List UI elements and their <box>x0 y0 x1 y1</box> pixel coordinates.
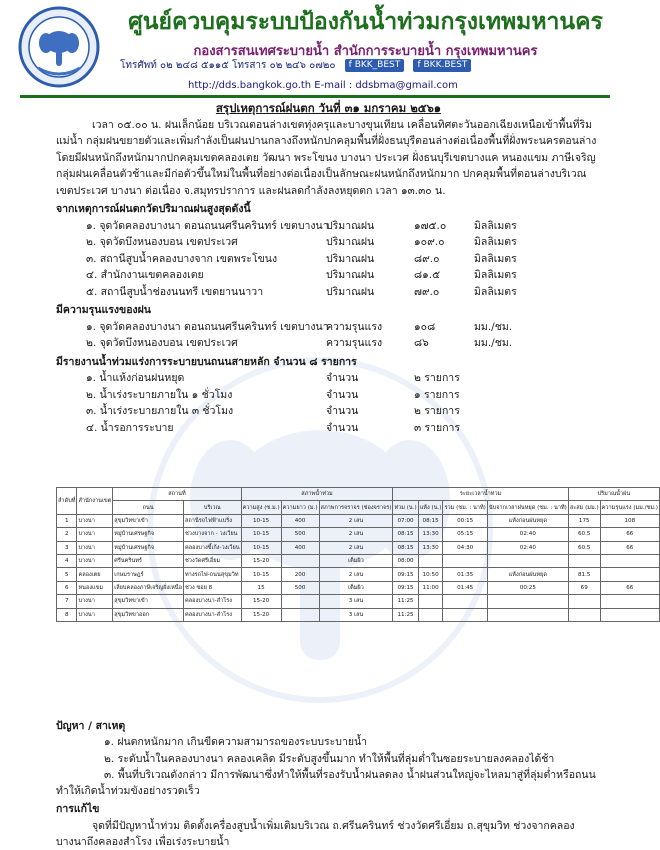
cell-end: 08:15 <box>418 514 443 527</box>
rain-value: ๗๙.๐ <box>414 285 440 298</box>
cell-max <box>600 554 659 567</box>
rain-unit: มิลลิเมตร <box>474 269 517 281</box>
rain-unit: มิลลิเมตร <box>474 285 517 298</box>
header-depth: ความสูง (ซ.ม.) <box>241 501 281 514</box>
intensity-row <box>56 335 601 352</box>
cell-area: คลองบางขี้เก้ง-วงเวียน <box>184 541 242 554</box>
cell-total: 04:30 <box>443 541 487 554</box>
cell-end <box>418 595 443 608</box>
cell-after <box>487 595 568 608</box>
intro-paragraph: เวลา ๐๕.๐๐ น. ฝนเล็กน้อย บริเวณตอนล่างเขตทุ่งครุและบางขุนเทียน เคลื่อนทิศตะวันออกเฉียงเหนือเข้าพื้นที่ริมแม่น้ำ กลุ่มฝนขยายตัวและเพิ่มกำลังเป็นฝนปานกลางถึงหนักปกคลุมพื้นที่ฝั่งธนบุรีตอนล่างต่อเนื่องพื้นที่ฝั่งพระนครตอนล่าง โดยมีฝนหนักถึงหนักมากปกคลุมเขตคลองเตย วัฒนา พระโขนง บางนา ประเวศ ฝั่งธนบุรีเขตบางแค หนองแขม ภาษีเจริญ กลุ่มฝนเคลื่อนตัวช้าและมีก่อตัวขึ้นใหม่ในพื้นที่อย่างต่อเนื่องเป็นลักษณะฝนหนักถึงหนักมาก ปกคลุมพื้นที่ตอนล่างบริเวณเขตประเวศ บางนา ต่อเนื่อง จ.สมุทรปราการ และฝนลดกำลังลงหยุดตก เวลา ๑๓.๓๐ น. <box>56 118 597 197</box>
cell-area: ทางรถไฟ-ถนนสุขุมวิท <box>184 568 242 581</box>
document-body <box>56 100 601 436</box>
cell-road: สุขุมวิทขาเข้า <box>113 514 184 527</box>
report-name: ๓. น้ำเร่งระบายภายใน ๓ ชั่วโมง <box>86 405 234 417</box>
report-name: ๑. น้ำแห้งก่อนฝนหยุด <box>86 372 185 384</box>
cell-area: สถานีรถไฟฟ้าแบริ่ง <box>184 514 242 527</box>
rain-value: ๘๙.๐ <box>414 252 440 265</box>
rain-name: ๕. สถานีสูบน้ำช่องนนทรี เขตยานนาวา <box>86 285 264 298</box>
header-divider <box>20 95 610 98</box>
cell-office: คลองเตย <box>77 568 113 581</box>
header-rain-max: ความรุนแรง (มม./ชม.) <box>600 501 659 514</box>
cell-total: 01:35 <box>443 568 487 581</box>
header-location: สถานที่ <box>113 488 241 501</box>
problem-1: ๑. ฝนตกหนักมาก เกินขีดความสามารถของระบบระบายน้ำ <box>104 736 368 749</box>
intensity-name: ๒. จุดวัดบึงหนองบอน เขตประเวศ <box>86 337 238 349</box>
cell-after: แห้งก่อนฝนหยุด <box>487 514 568 527</box>
cell-depth: 15-20 <box>241 554 281 567</box>
cell-after <box>487 608 568 621</box>
cell-road: ศรีนครินทร์ <box>113 554 184 567</box>
report-label: จำนวน <box>326 421 359 434</box>
cell-office: บางนา <box>77 541 113 554</box>
rain-label: ปริมาณฝน <box>326 236 375 248</box>
report-row <box>56 370 601 387</box>
cell-after: แห้งก่อนฝนหยุด <box>487 568 568 581</box>
cell-total: 01:45 <box>443 581 487 594</box>
rain-name: ๓. สถานีสูบน้ำคลองบางจาก เขตพระโขนง <box>86 252 278 265</box>
rain-name: ๒. จุดวัดบึงหนองบอน เขตประเวศ <box>86 236 238 248</box>
rain-row <box>56 267 601 284</box>
cell-start: 11:25 <box>393 608 418 621</box>
cell-end: 11:00 <box>418 581 443 594</box>
intensity-name: ๑. จุดวัดคลองบางนา ตอนถนนศรีนครินทร์ เขตบางนา <box>86 320 329 333</box>
cell-end: 13:30 <box>418 541 443 554</box>
header-lanes: สภาพการจราจร (ช่องจราจร) <box>319 501 393 514</box>
cell-seq: 6 <box>57 581 77 594</box>
cell-total <box>443 554 487 567</box>
cell-rain <box>568 554 600 567</box>
header-road: ถนน <box>113 501 184 514</box>
cell-rain <box>568 608 600 621</box>
cell-road: หมู่บ้านเศรษฐกิจ <box>113 528 184 541</box>
cell-area: ช่วงวัดศรีเอี่ยม <box>184 554 242 567</box>
cell-max: 66 <box>600 581 659 594</box>
rain-row <box>56 284 601 301</box>
problem-2: ๒. ระดับน้ำในคลองบางนา คลองเคลิด มีระดับสูงขึ้นมาก ทำให้พื้นที่ลุ่มต่ำในซอยระบายลงคลองได้ช้า <box>104 752 555 765</box>
table-row <box>57 528 660 541</box>
cell-max: 108 <box>600 514 659 527</box>
rain-heading: จากเหตุการณ์ฝนตกวัดปริมาณฝนสูงสุดดังนี้ <box>56 203 251 215</box>
cell-total <box>443 595 487 608</box>
cell-start: 08:00 <box>393 554 418 567</box>
cell-office: บางนา <box>77 608 113 621</box>
report-label: จำนวน <box>326 372 359 384</box>
table-row <box>57 554 660 567</box>
analysis-section <box>56 716 601 850</box>
rain-value: ๑๐๙.๐ <box>414 236 445 248</box>
cell-depth: 10-15 <box>241 568 281 581</box>
table-row <box>57 581 660 594</box>
header-flood-time: ท่วม (น.) <box>393 501 418 514</box>
cell-end <box>418 554 443 567</box>
cell-length <box>281 595 319 608</box>
cell-max <box>600 595 659 608</box>
problem-heading: ปัญหา / สาเหตุ <box>56 720 126 732</box>
rain-label: ปริมาณฝน <box>326 252 375 265</box>
cell-office: บางนา <box>77 595 113 608</box>
rain-label: ปริมาณฝน <box>326 285 375 298</box>
cell-road: สุขุมวิทขาออก <box>113 608 184 621</box>
table-row <box>57 568 660 581</box>
page-header <box>0 0 628 105</box>
cell-lanes: 3 เลน <box>319 608 393 621</box>
cell-road: เลียบคลองภาษีเจริญฝั่งเหนือ <box>113 581 184 594</box>
facebook-icon: f <box>417 60 421 71</box>
cell-length: 400 <box>281 514 319 527</box>
cell-area: ช่วงบางจาก - วงเวียน <box>184 528 242 541</box>
header-flood: สภาพน้ำท่วม <box>241 488 393 501</box>
cell-seq: 4 <box>57 554 77 567</box>
cell-length <box>281 554 319 567</box>
cell-depth: 15 <box>241 581 281 594</box>
report-row <box>56 403 601 420</box>
report-label: จำนวน <box>326 388 359 401</box>
cell-lanes: 2 เลน <box>319 568 393 581</box>
cell-rain: 81.5 <box>568 568 600 581</box>
rain-list <box>56 218 601 301</box>
contact-row <box>120 58 471 72</box>
report-title: สรุปเหตุการณ์ฝนตก วันที่ ๓๑ มกราคม ๒๕๖๑ <box>215 101 442 115</box>
intensity-row <box>56 319 601 336</box>
header-total: รวม (ชม. : นาที) <box>443 501 487 514</box>
cell-after: 02:40 <box>487 528 568 541</box>
website-text[interactable]: http://dds.bangkok.go.th E-mail : ddsbma@gmail.com <box>188 80 458 91</box>
cell-depth: 10-15 <box>241 541 281 554</box>
cell-office: บางนา <box>77 514 113 527</box>
header-area: บริเวณ <box>184 501 242 514</box>
cell-after <box>487 554 568 567</box>
report-label: จำนวน <box>326 405 359 417</box>
cell-max: 66 <box>600 541 659 554</box>
cell-lanes: 2 เลน <box>319 528 393 541</box>
cell-area: คลองบางนา-สำโรง <box>184 595 242 608</box>
cell-max <box>600 608 659 621</box>
cell-seq: 1 <box>57 514 77 527</box>
cell-lanes: 2 เลน <box>319 514 393 527</box>
cell-end: 13:30 <box>418 528 443 541</box>
cell-seq: 2 <box>57 528 77 541</box>
cell-total <box>443 608 487 621</box>
cell-end: 10:50 <box>418 568 443 581</box>
report-row <box>56 387 601 404</box>
cell-start: 07:00 <box>393 514 418 527</box>
cell-seq: 8 <box>57 608 77 621</box>
flood-table <box>56 487 660 622</box>
header-office: สำนักงานเขต <box>77 488 113 515</box>
phone-text: โทรศัพท์ ๐๒ ๒๔๘ ๕๑๑๕ โทรสาร ๐๒ ๒๔๖ ๐๗๒๐ <box>120 60 336 71</box>
report-list <box>56 370 601 436</box>
cell-seq: 5 <box>57 568 77 581</box>
cell-length: 500 <box>281 581 319 594</box>
facebook-icon: f <box>348 60 352 71</box>
cell-office: หนองแขม <box>77 581 113 594</box>
cell-after: 00:25 <box>487 581 568 594</box>
rain-unit: มิลลิเมตร <box>474 252 517 265</box>
agency-logo-icon <box>18 6 100 88</box>
cell-office: บางนา <box>77 554 113 567</box>
report-value: ๒ รายการ <box>414 372 460 384</box>
cell-total: 05:15 <box>443 528 487 541</box>
cell-lanes: 2 เลน <box>319 541 393 554</box>
header-period: ระยะเวลาน้ำท่วม <box>393 488 568 501</box>
cell-length: 500 <box>281 528 319 541</box>
cell-end <box>418 608 443 621</box>
cell-lanes: 3 เลน <box>319 595 393 608</box>
cell-start: 09:15 <box>393 581 418 594</box>
cell-rain: 69 <box>568 581 600 594</box>
intensity-label: ความรุนแรง <box>326 320 383 333</box>
cell-max <box>600 568 659 581</box>
cell-area: คลองบางนา-สำโรง <box>184 608 242 621</box>
header-rain: ปริมาณน้ำฝน <box>568 488 659 501</box>
cell-start: 08:15 <box>393 528 418 541</box>
cell-seq: 7 <box>57 595 77 608</box>
page-title: ศูนย์ควบคุมระบบป้องกันน้ำท่วมกรุงเทพมหานคร <box>128 9 603 35</box>
facebook-link-2[interactable]: f BKK.BEST <box>413 59 471 72</box>
intensity-list <box>56 319 601 352</box>
header-after-rain: นับจากเวลาฝนหยุด (ชม. : นาที) <box>487 501 568 514</box>
cell-office: บางนา <box>77 528 113 541</box>
table-row <box>57 608 660 621</box>
cell-depth: 15-20 <box>241 595 281 608</box>
cell-start: 09:15 <box>393 568 418 581</box>
report-row <box>56 420 601 437</box>
intensity-value: ๑๐๘ <box>414 320 436 333</box>
cell-depth: 10-15 <box>241 514 281 527</box>
cell-start: 11:25 <box>393 595 418 608</box>
header-dry-time: แห้ง (น.) <box>418 501 443 514</box>
cell-total: 00:15 <box>443 514 487 527</box>
intensity-unit: มม./ชม. <box>474 320 513 333</box>
table-row <box>57 514 660 527</box>
cell-seq: 3 <box>57 541 77 554</box>
rain-row <box>56 251 601 268</box>
report-name: ๔. น้ำรอการระบาย <box>86 421 174 434</box>
report-value: ๑ รายการ <box>414 388 460 401</box>
facebook-link-1[interactable]: f BKK_BEST <box>345 59 405 72</box>
cell-length: 200 <box>281 568 319 581</box>
rain-name: ๔. สำนักงานเขตคลองเตย <box>86 269 204 281</box>
cell-rain: 60.5 <box>568 541 600 554</box>
report-heading: มีรายงานน้ำท่วมแร่งการระบายบนถนนสายหลัก จำนวน ๘ รายการ <box>56 355 357 368</box>
cell-road: สุขุมวิทขาเข้า <box>113 595 184 608</box>
report-value: ๒ รายการ <box>414 405 460 417</box>
rain-row <box>56 218 601 235</box>
fix-heading: การแก้ไข <box>56 803 100 816</box>
cell-depth: 15-20 <box>241 608 281 621</box>
report-name: ๒. น้ำเร่งระบายภายใน ๑ ชั่วโมง <box>86 388 233 401</box>
cell-lanes: เต็มผิว <box>319 554 393 567</box>
rain-name: ๑. จุดวัดคลองบางนา ตอนถนนศรีนครินทร์ เขตบางนา <box>86 219 329 232</box>
cell-area: ช่วง ซอย 8 <box>184 581 242 594</box>
cell-rain <box>568 595 600 608</box>
cell-road: หมู่บ้านเศรษฐกิจ <box>113 541 184 554</box>
rain-value: ๘๑.๕ <box>414 269 441 281</box>
rain-value: ๑๗๕.๐ <box>414 219 447 232</box>
cell-start: 08:15 <box>393 541 418 554</box>
cell-length: 400 <box>281 541 319 554</box>
rain-unit: มิลลิเมตร <box>474 219 517 232</box>
intensity-heading: มีความรุนแรงของฝน <box>56 304 151 316</box>
cell-max: 66 <box>600 528 659 541</box>
rain-label: ปริมาณฝน <box>326 269 375 281</box>
header-seq: ลำดับที่ <box>57 488 77 515</box>
header-rain-total: สะสม (มม.) <box>568 501 600 514</box>
intensity-value: ๘๖ <box>414 337 429 349</box>
header-length: ความยาว (ม.) <box>281 501 319 514</box>
cell-length <box>281 608 319 621</box>
cell-rain: 60.5 <box>568 528 600 541</box>
rain-unit: มิลลิเมตร <box>474 236 517 248</box>
problem-3: ๓. พื้นที่บริเวณดังกล่าว มีการพัฒนาซึ่งทำให้พื้นที่รองรับน้ำฝนลดลง น้ำฝนส่วนใหญ่จะไหลมาสู่ที่ลุ่มต่ำหรือถนนทำให้เกิดน้ำท่วมขังอย่างรวดเร็ว <box>56 768 596 798</box>
cell-after: 02:40 <box>487 541 568 554</box>
rain-row <box>56 234 601 251</box>
cell-depth: 10-15 <box>241 528 281 541</box>
fix-1: จุดที่มีปัญหาน้ำท่วม ติดตั้งเครื่องสูบน้ำเพิ่มเติมบริเวณ ถ.ศรีนครินทร์ ช่วงวัดศรีเอี่ยม ถ.สุขุมวิท ช่วงจากคลองบางนาถึงคลองสำโรง เพื่อเร่งระบายน้ำ <box>56 819 575 849</box>
cell-road: เกษมราษฎร์ <box>113 568 184 581</box>
table-row <box>57 541 660 554</box>
report-value: ๓ รายการ <box>414 421 461 434</box>
table-row <box>57 595 660 608</box>
intensity-unit: มม./ชม. <box>474 337 513 349</box>
intensity-label: ความรุนแรง <box>326 337 383 349</box>
cell-rain: 175 <box>568 514 600 527</box>
page-subtitle: กองสารสนเทศระบายน้ำ สำนักการระบายน้ำ กรุงเทพมหานคร <box>193 44 538 59</box>
rain-label: ปริมาณฝน <box>326 219 375 232</box>
cell-lanes: เต็มผิว <box>319 581 393 594</box>
